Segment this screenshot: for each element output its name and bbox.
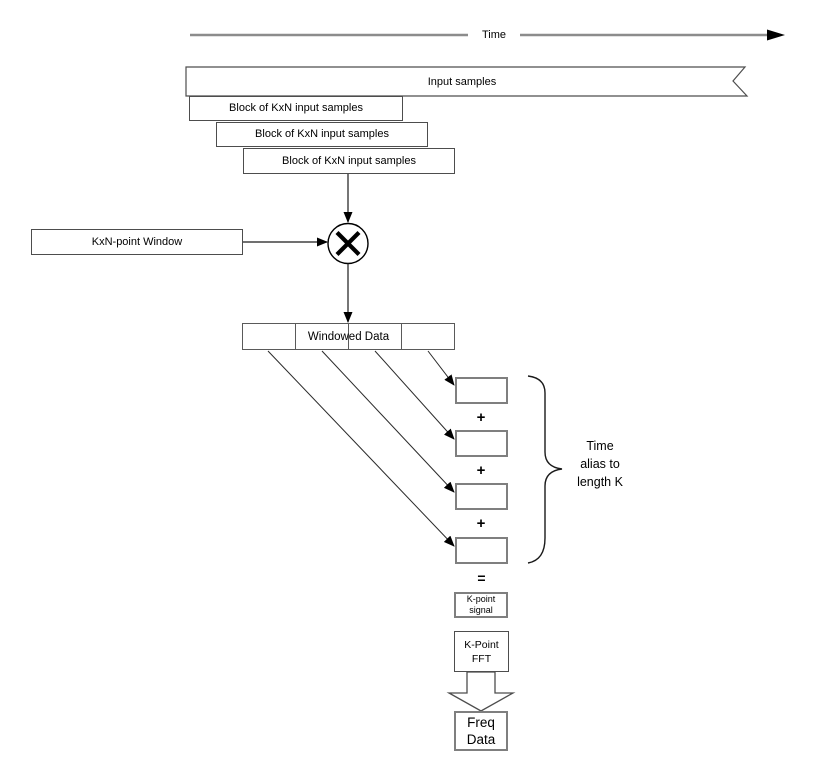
arrow-cell1-to-alias-box4 bbox=[268, 351, 454, 546]
arrow-cell3-to-alias-box2 bbox=[375, 351, 454, 439]
plus-sign-1: + bbox=[476, 408, 486, 426]
k-point-fft-line1: K-Point bbox=[464, 638, 499, 651]
brace-annotation-line1: Time bbox=[586, 439, 614, 453]
time-axis-arrowhead-icon bbox=[767, 30, 785, 41]
brace-annotation bbox=[563, 437, 637, 491]
block-of-input-samples-2: Block of KxN input samples bbox=[216, 122, 428, 147]
plus-sign-2: + bbox=[476, 461, 486, 479]
curly-brace-icon bbox=[528, 376, 562, 563]
freq-data-box bbox=[454, 711, 508, 751]
plus-sign-3: + bbox=[476, 514, 486, 532]
k-point-fft-line2: FFT bbox=[471, 652, 492, 665]
hollow-down-arrow-icon bbox=[449, 672, 513, 711]
alias-box-2 bbox=[455, 430, 508, 457]
input-samples-label: Input samples bbox=[427, 76, 497, 88]
k-point-signal-line1: K-point bbox=[466, 594, 496, 604]
freq-data-line1: Freq bbox=[467, 715, 495, 730]
alias-box-3 bbox=[455, 483, 508, 510]
arrow-cell4-to-alias-box1 bbox=[428, 351, 454, 385]
window-box: KxN-point Window bbox=[31, 229, 243, 255]
alias-box-1 bbox=[455, 377, 508, 404]
brace-annotation-line3: length K bbox=[577, 475, 623, 489]
arrow-cell2-to-alias-box3 bbox=[322, 351, 454, 492]
alias-box-4 bbox=[455, 537, 508, 564]
block-of-input-samples-1: Block of KxN input samples bbox=[189, 96, 403, 121]
k-point-signal-line2: signal bbox=[469, 605, 493, 615]
time-axis-label: Time bbox=[468, 27, 520, 43]
k-point-signal-box bbox=[454, 592, 508, 618]
block-of-input-samples-3: Block of KxN input samples bbox=[243, 148, 455, 174]
windowed-data-label: Windowed Data bbox=[307, 330, 390, 343]
freq-data-line2: Data bbox=[466, 732, 496, 747]
k-point-fft-box bbox=[454, 631, 509, 672]
equals-sign: = bbox=[477, 570, 485, 586]
brace-annotation-line2: alias to bbox=[580, 457, 620, 471]
